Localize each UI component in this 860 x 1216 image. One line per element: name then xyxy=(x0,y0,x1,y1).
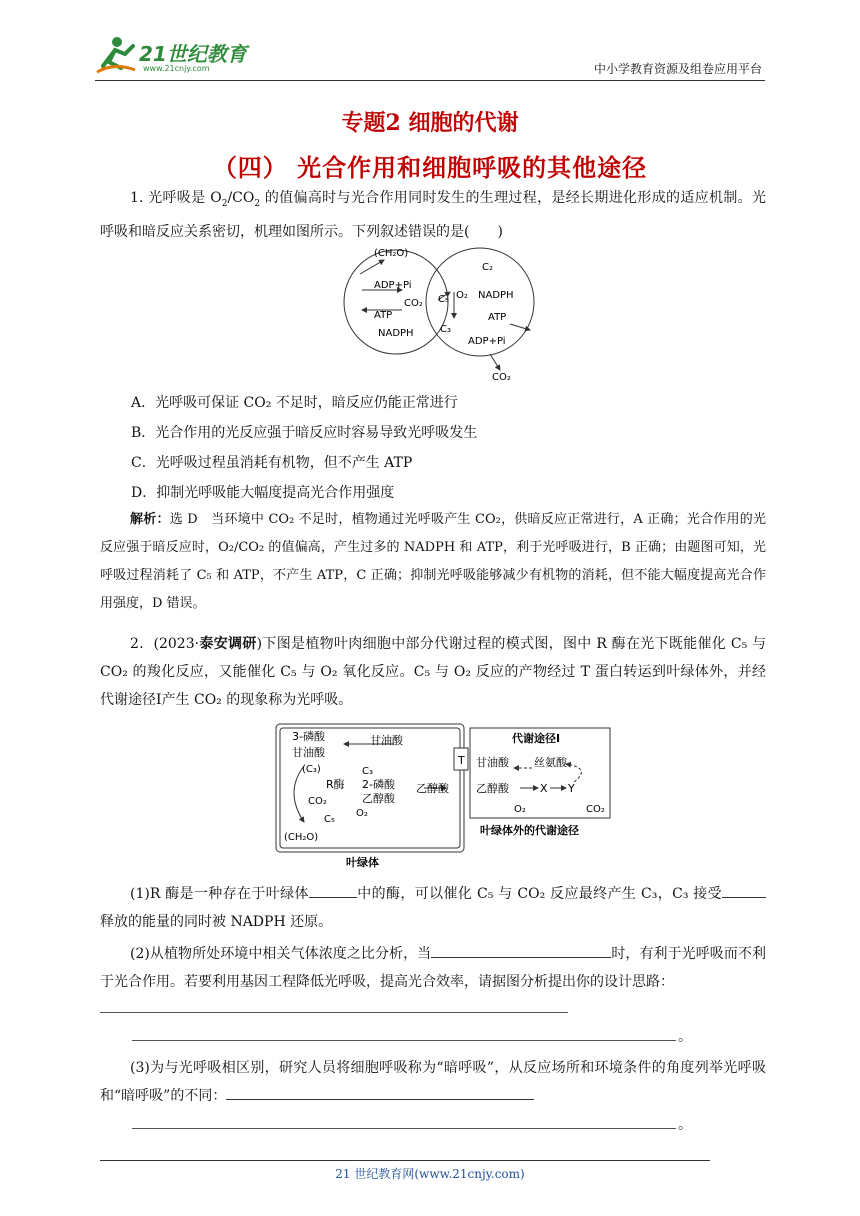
adp-pi-right-label: ADP+Pi xyxy=(468,336,506,347)
source-tag: 泰安调研 xyxy=(199,636,257,652)
option-c: C．光呼吸过程虽消耗有机物，但不产生 ATP xyxy=(131,455,413,471)
blank-4[interactable] xyxy=(226,1085,534,1100)
glycerate-right-label: 甘油酸 xyxy=(476,756,509,769)
question-2-stem: 2．(2023·泰安调研)下图是植物叶肉细胞中部分代谢过程的模式图，图中 R 酶在光下既能催化 C₅ 与 CO₂ 的羧化反应，又能催化 C₅ 与 O₂ 氧化反应。C₅ 与 O₂ 反应的产物经过 T 蛋白转运到叶绿体外，并经代谢途径Ⅰ产生 CO₂ 的现象称为光呼吸。 xyxy=(100,636,766,708)
nadph-left-label: NADPH xyxy=(378,328,414,339)
site-logo xyxy=(95,32,265,78)
phospho2-label: 2-磷酸 xyxy=(362,778,395,791)
ch2o-label-2: (CH₂O) xyxy=(284,832,319,843)
glycolate-label: 乙醇酸 xyxy=(362,792,395,805)
adp-pi-left-label: ADP+Pi xyxy=(374,280,412,291)
chloroplast-label: 叶绿体 xyxy=(346,856,379,869)
co2-bottom-label: CO₂ xyxy=(492,372,511,383)
glycerate-top-label: 甘油酸 xyxy=(370,734,403,747)
glycerate-label: 甘油酸 xyxy=(292,746,325,759)
outside-pathway-label: 叶绿体外的代谢途径 xyxy=(480,824,579,837)
answer-line-3[interactable] xyxy=(132,1128,676,1129)
period-mark-1: 。 xyxy=(678,1029,692,1045)
atp-right-label: ATP xyxy=(488,312,507,323)
r-enzyme-label: R酶 xyxy=(326,778,345,791)
pathway-title: 代谢途径Ⅰ xyxy=(512,732,561,745)
nadph-right-label: NADPH xyxy=(478,290,514,301)
c3-label-2: C₃ xyxy=(362,766,373,777)
analysis-label: 解析： xyxy=(130,512,170,527)
t-label: T xyxy=(458,754,465,767)
c5-label-2: C₅ xyxy=(324,814,335,825)
co2-label-2: CO₂ xyxy=(308,796,327,807)
c2-label: C₂ xyxy=(482,262,493,273)
co2-mid-label: CO₂ xyxy=(404,298,423,309)
platform-name: 中小学教育资源及组卷应用平台 xyxy=(593,62,762,76)
question-1-analysis xyxy=(100,506,766,618)
footer-text[interactable]: 21 世纪教育网(www.21cnjy.com) xyxy=(335,1167,525,1181)
y-label: Y xyxy=(568,782,575,795)
chloroplast-pathway-diagram xyxy=(274,722,614,870)
section-title: （四） 光合作用和细胞呼吸的其他途径 xyxy=(212,153,648,182)
header-divider xyxy=(95,80,765,81)
serine-label: 丝氨酸 xyxy=(534,756,567,769)
option-a: A．光呼吸可保证 CO₂ 不足时，暗反应仍能正常进行 xyxy=(131,395,458,411)
period-mark-2: 。 xyxy=(678,1117,692,1133)
footer-divider xyxy=(100,1160,710,1161)
co2-right-label: CO₂ xyxy=(586,804,605,815)
o2-right-label: O₂ xyxy=(514,804,526,815)
topic-title: 专题2 细胞的代谢 xyxy=(341,110,519,136)
photorespiration-cycle-diagram xyxy=(340,244,540,386)
phosphate3-label: 3-磷酸 xyxy=(292,730,325,743)
c3-paren-label: (C₃) xyxy=(302,764,321,775)
glycolate-mid-label: 乙醇酸 xyxy=(416,782,449,795)
analysis-text: 选 D 当环境中 CO₂ 不足时，植物通过光呼吸产生 CO₂，供暗反应正常进行，A 正确；光合作用的光反应强于暗反应时，O₂/CO₂ 的值偏高，产生过多的 NADPH 和 ATP，利于光呼吸进行，B 正确；由题图可知，光呼吸过程消耗了 C₅ 和 ATP，不产生 ATP，C 正确；抑制光呼吸能够减少有机物的消耗，但不能大幅度提高光合作用强度，D 错误。 xyxy=(100,512,766,611)
logo-url-text: www.21cnjy.com xyxy=(143,64,210,73)
question-2-part-1: (1)R 酶是一种存在于叶绿体 中的酶，可以催化 C₅ 与 CO₂ 反应最终产生 C₃，C₃ 接受释放的能量的同时被 NADPH 还原。 xyxy=(100,880,766,936)
question-1-stem: 1. 光呼吸是 $O_2/CO_2$ 的值偏高时与光合作用同时发生的生理过程，是经长期进化形成的适应机制。光呼吸和暗反应关系密切，机理如图所示。下列叙述错误的是( ) xyxy=(100,190,766,240)
blank-1[interactable] xyxy=(309,883,357,898)
o2-label: O₂ xyxy=(456,290,468,301)
atp-left-label: ATP xyxy=(374,310,393,321)
question-2-part-3: (3)为与光呼吸相区别，研究人员将细胞呼吸称为“暗呼吸”，从反应场所和环境条件的角度列举光呼吸和“暗呼吸”的不同： xyxy=(100,1060,766,1104)
answer-line-1[interactable] xyxy=(100,1012,568,1013)
option-d: D．抑制光呼吸能大幅度提高光合作用强度 xyxy=(131,485,395,501)
question-2-part-2: (2)从植物所处环境中相关气体浓度之比分析，当 时，有利于光呼吸而不利于光合作用。若要利用基因工程降低光呼吸，提高光合效率，请据图分析提出你的设计思路： xyxy=(100,940,766,996)
x-label: X xyxy=(540,782,548,795)
ch2o-label: (CH₂O) xyxy=(374,248,409,259)
o2-label-2: O₂ xyxy=(356,808,368,819)
blank-3[interactable] xyxy=(431,943,611,958)
option-b: B．光合作用的光反应强于暗反应时容易导致光呼吸发生 xyxy=(131,425,478,441)
c3-label: C₃ xyxy=(440,324,451,335)
blank-2[interactable] xyxy=(722,883,766,898)
glycolate-right-label: 乙醇酸 xyxy=(476,782,509,795)
c5-label: C₅ xyxy=(438,294,449,305)
logo-main-text: 21世纪教育 xyxy=(139,42,247,66)
answer-line-2[interactable] xyxy=(132,1040,676,1041)
